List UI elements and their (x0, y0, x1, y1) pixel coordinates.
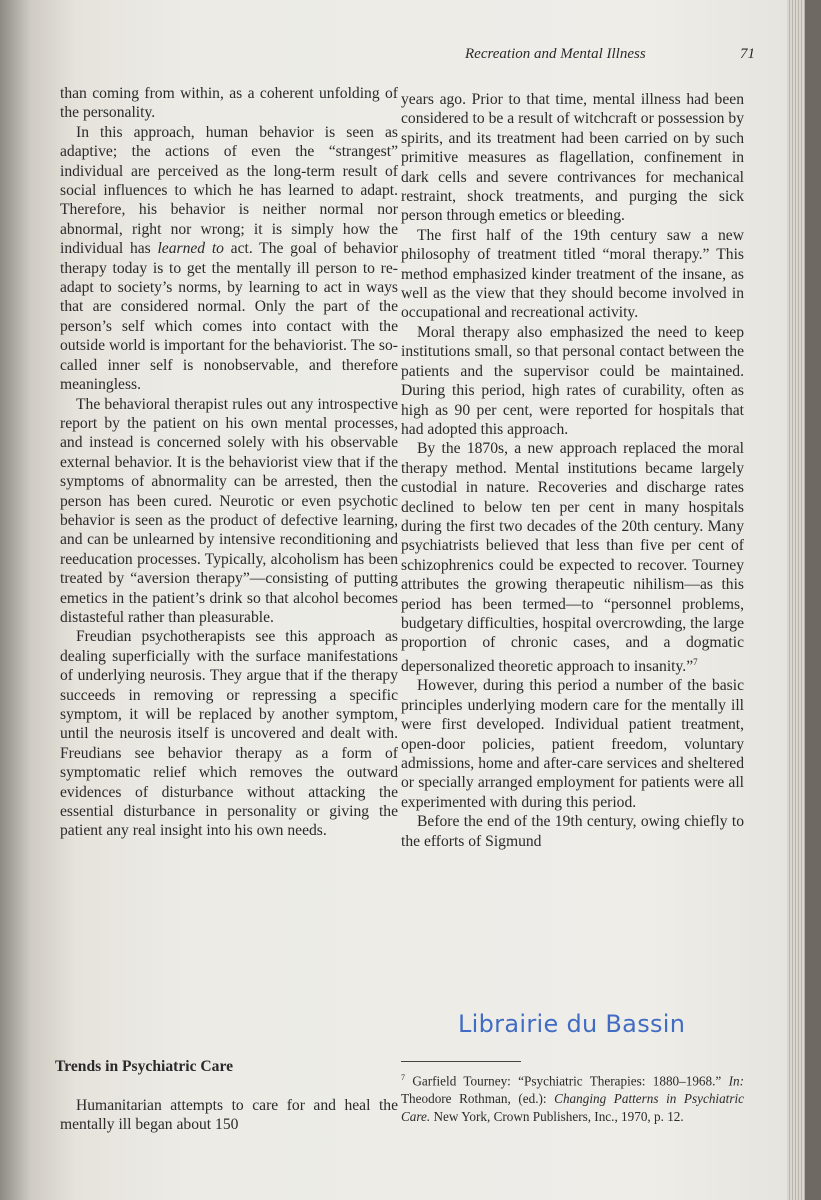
text-run: Before the end of the 19th century, owing chiefly to the efforts of Sigmund (401, 813, 744, 850)
text-run: The behavioral therapist rules out any introspective report by the patient on his own mental processes, and instead is concerned solely with his observable external behavior. It is the behaviorist view that if the symptoms of abnormality can be arrested, then the person has been cured. Neurotic or even psychotic behavior is seen as the product of defective learning, and can be unlearned by intensive reconditioning and reeducation processes. Typically, alcoholism has been treated by “aversion therapy”—consisting of putting emetics in the patient’s drink so that alcohol becomes distasteful rather than pleasurable. (60, 395, 398, 626)
paragraph (401, 226, 744, 323)
book-page (30, 0, 805, 1200)
facing-page-edge (0, 0, 34, 1200)
paragraph (60, 84, 398, 123)
section-heading: Trends in Psychiatric Care (55, 1058, 234, 1075)
paragraph (401, 439, 744, 676)
text-run: than coming from within, as a coherent unfolding of the personality. (60, 85, 398, 122)
text-run: Garfield Tourney: “Psychiatric Therapies: 1880–1968.” (405, 1073, 729, 1089)
paragraph (401, 90, 744, 226)
paragraph (60, 395, 398, 628)
emphasis-text: learned to (157, 240, 224, 258)
footnote-marker: 7 (693, 656, 698, 667)
paragraph (60, 123, 398, 395)
page-number: 71 (740, 46, 755, 62)
emphasis-text: Changing Patterns in Psychiatric Care. (401, 1091, 744, 1125)
paragraph: Humanitarian attempts to care for and heal the mentally ill began about 150 (60, 1097, 398, 1134)
footnote-rule (401, 1061, 521, 1062)
text-run: The first half of the 19th century saw a new philosophy of treatment titled “moral therapy.” This method emphasized kinder treatment of the insane, as well as the view that they should become involved in occupational and recreational activity. (401, 226, 744, 322)
text-run: By the 1870s, a new approach replaced the moral therapy method. Mental institutions became largely custodial in nature. Recoveries and discharge rates declined to below ten per cent in many hospitals during the first two decades of the 20th century. Many psychiatrists believed that less than five per cent of schizophrenics could be expected to recover. Tourney attributes the growing therapeutic nihilism—as this period has been termed—to “personnel problems, budgetary difficulties, hospital overcrowding, the large proportion of chronic cases, and a dogmatic depersonalized theoretic approach to insanity.” (401, 440, 744, 675)
text-run: New York, Crown Publishers, Inc., 1970, p. 12. (430, 1109, 684, 1125)
text-run: However, during this period a number of the basic principles underlying modern care for the mentally ill were first developed. Individual patient treatment, open-door policies, patient freedom, voluntary admissions, home and after-care services and sheltered or specially arranged employment for patients were all experimented with during this period. (401, 677, 744, 811)
emphasis-text: In: (728, 1073, 744, 1089)
running-head-title: Recreation and Mental Illness (465, 46, 646, 62)
footnote-number: 7 (401, 1073, 405, 1082)
paragraph (60, 627, 398, 840)
paragraph (401, 812, 744, 851)
text-run: act. The goal of behavior therapy today is to get the mentally ill person to re-adapt to society’s norms, by learning to act in ways that are considered normal. Only the part of the person’s self which comes into contact with the outside world is important for the behaviorist. The so-called inner self is nonobservable, and therefore meaningless. (60, 240, 398, 394)
right-column (401, 90, 744, 851)
text-run: years ago. Prior to that time, mental illness had been considered to be a result of witchcraft or possession by spirits, and its treatment had been carried on by such primitive measures as flagellation, confinement in dark cells and severe contrivances for mechanical restraint, shock treatments, and purging the sick person through emetics or bleeding. (401, 91, 744, 225)
left-bottom-text (60, 1096, 398, 1135)
text-run: Theodore Rothman, (ed.): (401, 1091, 555, 1107)
paragraph (401, 323, 744, 439)
paragraph (401, 676, 744, 812)
text-run: Moral therapy also emphasized the need to keep institutions small, so that personal contact between the patients and the supervisor could be maintained. During this period, high rates of curability, often as high as 90 per cent, were reported for hospitals that had adopted this approach. (401, 323, 744, 438)
text-run: In this approach, human behavior is seen as adaptive; the actions of even the “strangest” individual are perceived as the long-term result of social influences to which he has learned to adapt. Therefore, his behavior is neither normal nor abnormal, right nor wrong; it is simply how the individual has (60, 123, 398, 258)
running-head (465, 46, 755, 63)
footnote (401, 1069, 744, 1126)
left-column (60, 84, 398, 841)
watermark: Librairie du Bassin (458, 1010, 686, 1038)
text-run: Freudian psychotherapists see this approach as dealing superficially with the surface manifestations of underlying neurosis. They argue that if the therapy succeeds in removing or repressing a specific symptom, it will be replaced by another symptom, until the neurosis itself is uncovered and dealt with. Freudians see behavior therapy as a form of symptomatic relief which removes the outward evidences of disturbance without attacking the essential disturbance in personality or giving the patient any real insight into his own needs. (60, 628, 398, 840)
page-stack-edge (787, 0, 805, 1200)
